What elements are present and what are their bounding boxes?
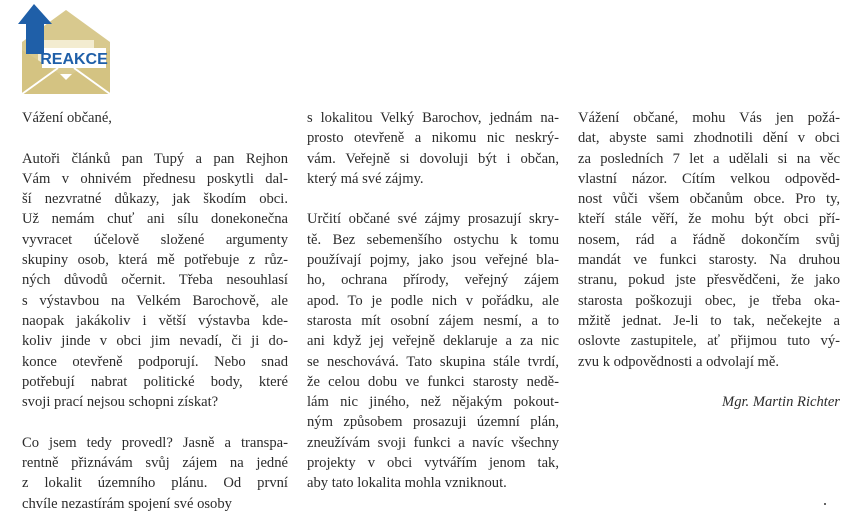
text-line: ší nezvratné důkazy, jak škodím obci. bbox=[22, 191, 288, 208]
text-line: starosta poškozuji obec, je třeba oka- bbox=[578, 292, 840, 309]
author-signature: Mgr. Martin Richter bbox=[722, 393, 840, 410]
paragraph bbox=[578, 108, 840, 372]
text-line: mandát ve funkci starosty. Na druhou bbox=[578, 252, 840, 269]
text-line: za posledních 7 let a udělali si na věc bbox=[578, 150, 840, 167]
text-line: že celou dobu ve funkci starosty nedě- bbox=[307, 373, 559, 390]
text-line: potřebují nabrat politické body, které bbox=[22, 373, 288, 390]
text-line: Už nemám chuť ani sílu donekonečna bbox=[22, 211, 288, 228]
paragraph bbox=[307, 108, 559, 189]
paragraph-gap bbox=[22, 412, 288, 432]
logo-label: REAKCE bbox=[40, 51, 108, 68]
text-line: vyvracet účelově složené argumenty bbox=[22, 231, 288, 248]
text-line: lám nic jiného, než nějakým pokout- bbox=[307, 394, 559, 411]
text-line: z lokalit územního plánu. Od první bbox=[22, 475, 288, 492]
text-line: používají pojmy, jako jsou veřejné bla- bbox=[307, 252, 559, 269]
text-line: svoji prací nejsou schopni získat? bbox=[22, 394, 219, 411]
reakce-logo bbox=[14, 2, 118, 98]
text-line: starosta mít osobní zájem nesmí, a to bbox=[307, 312, 559, 329]
text-line: prosto otevřeně a nikomu nic neskrý- bbox=[307, 130, 559, 147]
page-mark bbox=[824, 503, 826, 505]
text-line: Autoři článků pan Tupý a pan Rejhon bbox=[22, 150, 288, 167]
paragraph-gap bbox=[22, 128, 288, 148]
text-line: chvíle nezastírám spojení své osoby bbox=[22, 495, 232, 512]
paragraph bbox=[22, 149, 288, 413]
text-line: skupiny osob, která mě potřebuje z růz- bbox=[22, 252, 288, 269]
text-line: kteří stále věří, že mohu být obci pří- bbox=[578, 211, 840, 228]
text-line: vlastní názor. Cítím velkou odpověd- bbox=[578, 170, 840, 187]
paragraph bbox=[307, 209, 559, 493]
text-line: dat, abyste sami zhodnotili dění v obci bbox=[578, 130, 840, 147]
text-line: s výstavbou na Velkém Barochově, ale bbox=[22, 292, 288, 309]
text-line: zneužívám svoji funkci a navíc všechny bbox=[307, 434, 559, 451]
paragraph bbox=[22, 108, 288, 128]
text-line: naopak jakákoliv i větší výstavba kde- bbox=[22, 312, 288, 329]
article-column-3 bbox=[578, 108, 840, 412]
text-line: Vážení občané, bbox=[22, 110, 112, 126]
text-line: koliv jinde v obci jim nevadí, či ji do- bbox=[22, 333, 288, 350]
text-line: zvu k odpovědnosti a odvolají mě. bbox=[578, 353, 780, 370]
text-line: tě. Bez sebemenšího ostychu k tomu bbox=[307, 231, 559, 248]
article-column-1 bbox=[22, 108, 288, 514]
text-line: rentně přiznávám svůj zájem na jedné bbox=[22, 455, 288, 472]
text-line: s lokalitou Velký Barochov, jednám na- bbox=[307, 110, 559, 126]
paragraph-gap bbox=[307, 189, 559, 209]
text-line: ho, ochrana přírody, veřejný zájem bbox=[307, 272, 559, 289]
text-line: aby tato lokalita mohla vzniknout. bbox=[307, 475, 507, 492]
text-line: který má své zájmy. bbox=[307, 170, 424, 187]
text-line: Co jsem tedy provedl? Jasně a transpa- bbox=[22, 434, 288, 451]
text-line: Určití občané své zájmy prosazují skry- bbox=[307, 211, 559, 228]
text-line: ným způsobem prosazuji územní plán, bbox=[307, 414, 559, 431]
text-line: projekty v obci vytvářím jenom tak, bbox=[307, 455, 559, 472]
envelope-arrow-icon bbox=[14, 2, 118, 98]
text-line: ani když jej veřejně deklaruje a za nic bbox=[307, 333, 559, 350]
text-line: se neschovává. Tato skupina stále tvrdí, bbox=[307, 353, 559, 370]
text-line: vám. Veřejně si dovoluji být i občan, bbox=[307, 150, 559, 167]
text-line: konce otevřeně podporují. Nebo snad bbox=[22, 353, 288, 370]
text-line: mžitě jednat. Je-li to tak, nečekejte a bbox=[578, 312, 840, 329]
text-line: oslovte zastupitele, ať přijmou tuto vý- bbox=[578, 333, 840, 350]
text-line: nosem, rád a řádně dokončím svůj bbox=[578, 231, 840, 248]
text-line: ných důvodů očernit. Třeba nesouhlasí bbox=[22, 272, 288, 289]
article-column-2 bbox=[307, 108, 559, 494]
text-line: nost vůči všem občanům obce. Pro ty, bbox=[578, 191, 840, 208]
text-line: stranu, pokud jste přesvědčeni, že jako bbox=[578, 272, 840, 289]
text-line: Vážení občané, mohu Vás jen požá- bbox=[578, 110, 840, 126]
text-line: apod. To je podle nich v pořádku, ale bbox=[307, 292, 559, 309]
paragraph bbox=[22, 433, 288, 514]
text-line: Vám v ohnivém přednesu poskytli dal- bbox=[22, 170, 288, 187]
